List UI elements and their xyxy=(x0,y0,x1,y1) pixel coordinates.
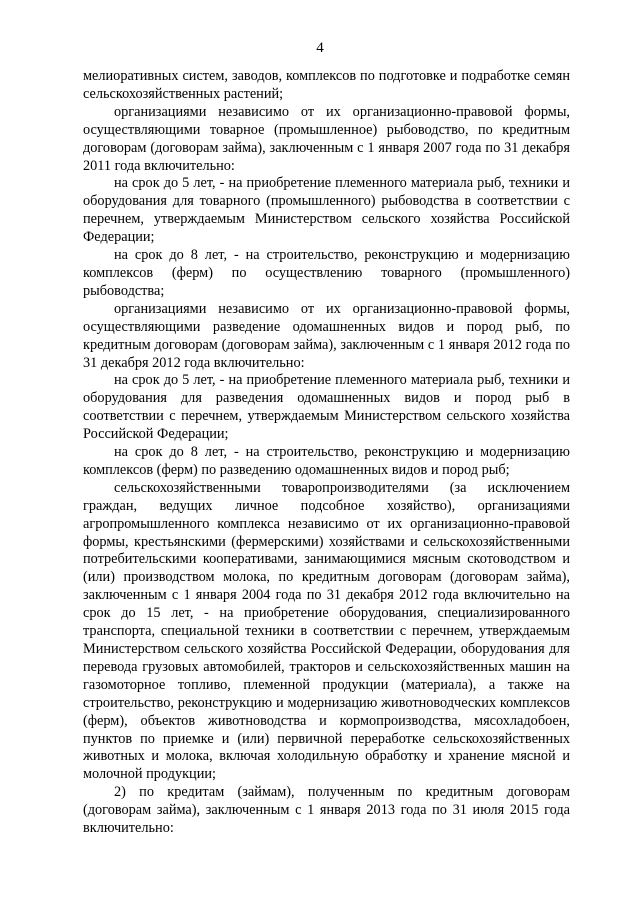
paragraph-continuation: мелиоративных систем, заводов, комплексов по подготовке и подработке семян сельскохозяйственных растений; xyxy=(83,68,570,102)
paragraph-fish-breeding-organizations: организациями независимо от их организационно-правовой формы, осуществляющими разведение одомашненных видов и пород рыб, по кредитным договорам (договорам займа), заключенным с 1 января 2012 года по 31 декабря 2012 года включительно: xyxy=(83,300,570,371)
page-number: 4 xyxy=(316,40,324,56)
document-body xyxy=(83,68,570,838)
paragraph-8-year-term-fish-farming: на срок до 8 лет, - на строительство, реконструкцию и модернизацию комплексов (ферм) по осуществлению товарного (промышленного) рыбоводства; xyxy=(83,247,570,299)
paragraph-fish-farming-organizations: организациями независимо от их организационно-правовой формы, осуществляющими товарное (промышленное) рыбоводство, по кредитным договорам (договорам займа), заключенным с 1 января 2007 года по 31 декабря 2011 года включительно: xyxy=(83,103,570,174)
paragraph-5-year-term-fish-breeding: на срок до 5 лет, - на приобретение племенного материала рыб, техники и оборудования для разведения одомашненных видов и пород рыб в соответствии с перечнем, утверждаемым Министерством сельского хозяйства Российской Федерации; xyxy=(83,372,570,443)
paragraph-5-year-term-fish-farming: на срок до 5 лет, - на приобретение племенного материала рыб, техники и оборудования для товарного (промышленного) рыбоводства в соответствии с перечнем, утверждаемым Министерством сельского хозяйства Российской Федерации; xyxy=(83,175,570,246)
paragraph-livestock-producers: сельскохозяйственными товаропроизводителями (за исключением граждан, ведущих личное подсобное хозяйство), организациями агропромышленного комплекса независимо от их организационно-правовой формы, крестьянскими (фермерскими) хозяйствами и сельскохозяйственными потребительскими кооперативами, занимающимися мясным скотоводством и (или) производством молока, по кредитным договорам (договорам займа), заключенным с 1 января 2004 года по 31 декабря 2012 года включительно на срок до 15 лет, - на приобретение оборудования, специализированного транспорта, специальной техники в соответствии с перечнем, утверждаемым Министерством сельского хозяйства Российской Федерации, оборудования для перевода грузовых автомобилей, тракторов и сельскохозяйственных машин на газомоторное топливо, племенной продукции (материала), а также на строительство, реконструкцию и модернизацию животноводческих комплексов (ферм), объектов животноводства и кормопроизводства, мясохладобоен, пунктов по приемке и (или) первичной переработке сельскохозяйственных животных и молока, включая холодильную обработку и хранение мясной и молочной продукции; xyxy=(83,479,570,783)
paragraph-item-2: 2) по кредитам (займам), полученным по кредитным договорам (договорам займа), заключенным с 1 января 2013 года по 31 июля 2015 года включительно: xyxy=(83,784,570,837)
paragraph-8-year-term-fish-breeding: на срок до 8 лет, - на строительство, реконструкцию и модернизацию комплексов (ферм) по разведению одомашненных видов и пород рыб; xyxy=(83,444,570,478)
